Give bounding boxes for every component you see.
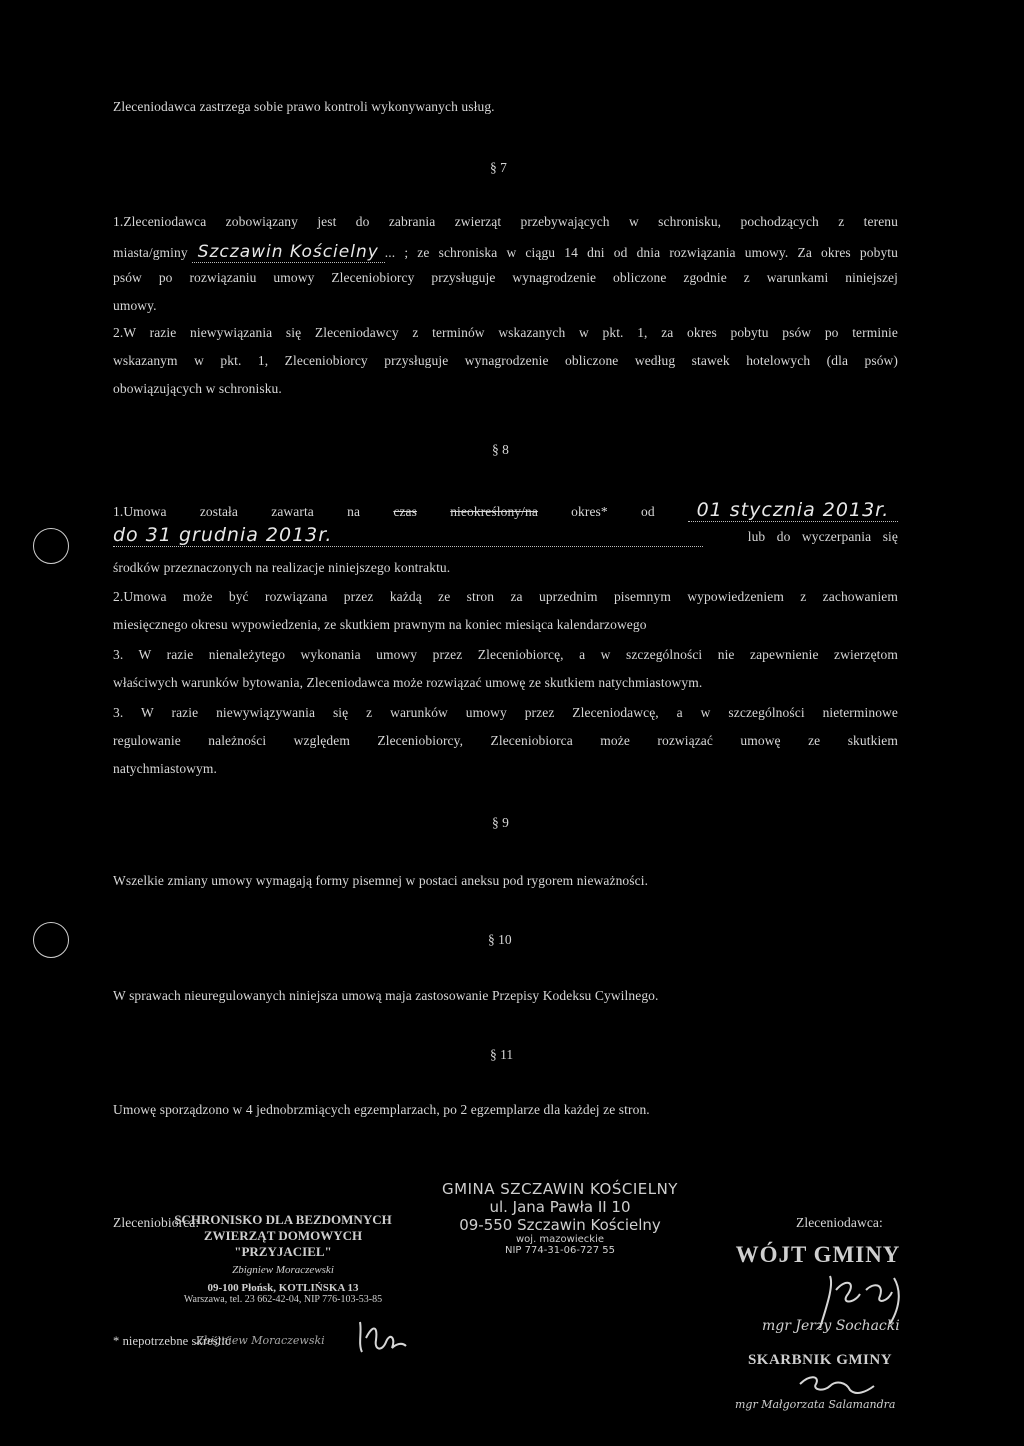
s7-p2-line1: 2.W razie niewywiązania się Zleceniodawcy z terminów wskazanych w pkt. 1, za okres pobytu psów po terminie [113, 325, 898, 340]
s8-p3-line1: 3. W razie nienależytego wykonania umowy przez Zleceniobiorcę, a w szczególności nie zapewnienie zwierzętom [113, 647, 898, 662]
shelter-stamp-line: 09-100 Płońsk, KOTLIŃSKA 13 [207, 1282, 359, 1294]
shelter-stamp-line: Zbigniew Moraczewski [232, 1264, 334, 1276]
gmina-stamp-line: woj. mazowieckie [516, 1234, 604, 1245]
s8-word: została [199, 504, 238, 519]
skarbnik-signature [790, 1370, 880, 1400]
s7-p1-line2-rest: ... ; ze schroniska w ciągu 14 dni od dnia rozwiązania umowy. Za okres pobytu [384, 245, 898, 260]
s8-p1-line1 [113, 499, 898, 522]
shelter-stamp-line: "PRZYJACIEL" [234, 1244, 332, 1259]
s8-p1-line3: środków przeznaczonych na realizacje niniejszego kontraktu. [113, 560, 451, 575]
s7-p1-line4: umowy. [113, 298, 157, 313]
s8-p1-line2-rest: lub do wyczerpania się [747, 529, 898, 544]
s7-p2-line3: obowiązujących w schronisku. [113, 381, 282, 396]
s8-word: 1.Umowa [113, 504, 167, 519]
client-label: Zleceniodawca: [796, 1215, 883, 1230]
gmina-stamp-line: NIP 774-31-06-727 55 [505, 1245, 615, 1256]
gmina-stamp [425, 1180, 695, 1256]
s7-p1-line2 [113, 242, 898, 263]
s8-p4-line1: 3. W razie niewywiązywania się z warunków umowy przez Zleceniodawcę, a w szczególności nieterminowe [113, 705, 898, 720]
gmina-stamp-line: 09-550 Szczawin Kościelny [459, 1216, 661, 1234]
section-10-heading: § 10 [488, 932, 512, 947]
s10-text: W sprawach nieuregulowanych niniejsza umową maja zastosowanie Przepisy Kodeksu Cywilnego. [113, 988, 659, 1003]
s8-p1-line2 [113, 524, 898, 547]
section-8-heading: § 8 [492, 442, 509, 457]
gmina-stamp-line: ul. Jana Pawła II 10 [489, 1198, 631, 1216]
s7-p1-line1: 1.Zleceniodawca zobowiązany jest do zabrania zwierząt przebywających w schronisku, pochodzących z terenu [113, 214, 898, 229]
shelter-stamp-line: ZWIERZĄT DOMOWYCH [203, 1228, 363, 1243]
s8-word: od [641, 504, 655, 519]
s7-p2-line2: wskazanym w pkt. 1, Zleceniobiorcy przysługuje wynagrodzenie obliczone według stawek hotelowych (dla psów) [113, 353, 898, 368]
s7-p1-line3: psów po rozwiązaniu umowy Zleceniobiorcy przysługuje wynagrodzenie obliczone zgodnie z warunkami niniejszej [113, 270, 898, 285]
s8-p2-line2: miesięcznego okresu wypowiedzenia, ze skutkiem prawnym na koniec miesiąca kalendarzowego [113, 617, 647, 632]
s8-word-struck: nieokreślony/na [450, 504, 538, 519]
intro-text: Zleceniodawca zastrzega sobie prawo kontroli wykonywanych usług. [113, 99, 495, 114]
s8-word-struck: czas [393, 504, 417, 519]
contractor-signature [352, 1318, 412, 1358]
s9-text: Wszelkie zmiany umowy wymagają formy pisemnej w postaci aneksu pod rygorem nieważności. [113, 873, 649, 888]
s8-p2-line1: 2.Umowa może być rozwiązana przez każdą ze stron za uprzednim pisemnym wypowiedzeniem z zachowaniem [113, 589, 898, 604]
section-7-heading: § 7 [490, 160, 507, 175]
s8-word: okres* [571, 504, 608, 519]
s8-p4-line3: natychmiastowym. [113, 761, 217, 776]
contractor-label: Zleceniobiorca: [113, 1215, 200, 1230]
s8-p3-line2: właściwych warunków bytowania, Zleceniodawca może rozwiązać umowę ze skutkiem natychmiastowym. [113, 675, 703, 690]
s8-word: na [347, 504, 361, 519]
section-9-heading: § 9 [492, 815, 509, 830]
skarbnik-name: mgr Małgorzata Salamandra [735, 1398, 896, 1411]
punch-hole-top [33, 528, 69, 564]
shelter-owner-name: Zbigniew Moraczewski [196, 1334, 325, 1347]
punch-hole-bottom [33, 922, 69, 958]
s8-word: zawarta [271, 504, 314, 519]
s8-start-date-handwritten: 01 stycznia 2013r. [688, 499, 898, 522]
footnote: * niepotrzebne skreślić [113, 1334, 231, 1348]
wojt-name: mgr Jerzy Sochacki [762, 1318, 900, 1334]
s8-end-date-handwritten: do 31 grudnia 2013r. [113, 524, 703, 547]
gmina-stamp-line: GMINA SZCZAWIN KOŚCIELNY [442, 1180, 678, 1198]
s8-p4-line2: regulowanie należności względem Zleceniobiorcy, Zleceniobiorca może rozwiązać umowę ze skutkiem [113, 733, 898, 748]
shelter-stamp-line: Warszawa, tel. 23 662-42-04, NIP 776-103-53-85 [183, 1294, 383, 1305]
shelter-stamp [148, 1212, 418, 1305]
s7-place-label: miasta/gminy [113, 245, 188, 260]
section-11-heading: § 11 [490, 1047, 514, 1062]
s7-place-handwritten: Szczawin Kościelny [192, 242, 385, 263]
s11-text: Umowę sporządzono w 4 jednobrzmiących egzemplarzach, po 2 egzemplarze dla każdej ze stron. [113, 1102, 650, 1117]
skarbnik-title: SKARBNIK GMINY [747, 1352, 893, 1368]
shelter-stamp-line: SCHRONISKO DLA BEZDOMNYCH [174, 1212, 392, 1227]
wojt-title: WÓJT GMINY [735, 1242, 901, 1267]
